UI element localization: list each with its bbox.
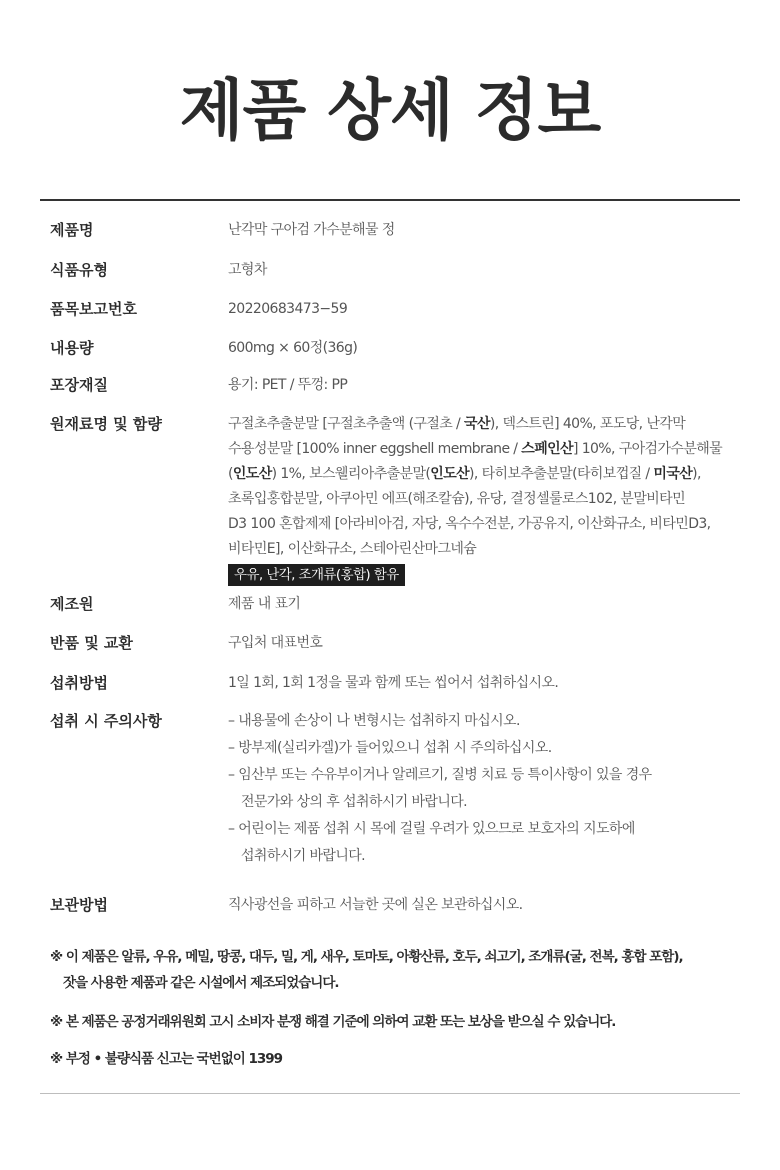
value-ingredients: [228, 412, 748, 588]
value-packaging: 용기: PET / 뚜껑: PP: [228, 377, 348, 393]
label-packaging: 포장재질: [50, 376, 108, 394]
origin-korea: 국산: [464, 416, 490, 432]
label-returns: 반품 및 교환: [50, 634, 133, 652]
value-intake-method: 1일 1회, 1회 1정을 물과 함께 또는 씹어서 섭취하십시오.: [228, 675, 559, 691]
note-allergen-facility: [50, 944, 750, 996]
caution-line: 섭취하시기 바랍니다.: [241, 848, 366, 864]
ingredients-line-2: 수용성분말 [100% inner eggshell membrane / 스페인산] 10%, 구아검가수분해물: [228, 441, 723, 457]
label-food-type: 식품유형: [50, 261, 108, 279]
caution-line: 전문가와 상의 후 섭취하시기 바랍니다.: [241, 794, 468, 810]
label-report-number: 품목보고번호: [50, 300, 137, 318]
ingredients-line-1: 구절초추출분말 [구절초추출액 (구절초 / 국산), 덱스트린] 40%, 포도당, 난각막: [228, 416, 686, 432]
value-manufacturer: 제품 내 표기: [228, 596, 301, 612]
origin-spain: 스페인산: [521, 441, 573, 457]
caution-line: – 방부제(실리카겔)가 들어있으니 섭취 시 주의하십시오.: [228, 740, 552, 756]
label-product-name: 제품명: [50, 221, 94, 239]
value-cautions: [228, 709, 748, 871]
ingredients-line-6: 비타민E], 이산화규소, 스테아린산마그네슘: [228, 541, 477, 557]
label-manufacturer: 제조원: [50, 595, 94, 613]
note-report: ※ 부정 • 불량식품 신고는 국번없이 1399: [50, 1051, 283, 1067]
origin-india-2: 인도산: [430, 466, 470, 482]
ingredients-line-4: 초록입홍합분말, 아쿠아민 에프(해조칼슘), 유당, 결정셀룰로스102, 분말비타민: [228, 491, 686, 507]
caution-line: – 내용물에 손상이 나 변형시는 섭취하지 마십시오.: [228, 713, 520, 729]
origin-usa: 미국산: [653, 466, 693, 482]
caution-line: – 어린이는 제품 섭취 시 목에 걸릴 우려가 있으므로 보호자의 지도하에: [228, 821, 635, 837]
note-allergen-line-1: ※ 이 제품은 알류, 우유, 메밀, 땅콩, 대두, 밀, 게, 새우, 토마토, 아황산류, 호두, 쇠고기, 조개류(굴, 전복, 홍합 포함),: [50, 949, 683, 965]
value-content-amount: 600mg × 60정(36g): [228, 340, 358, 356]
caution-line: – 임산부 또는 수유부이거나 알레르기, 질병 치료 등 특이사항이 있을 경우: [228, 767, 652, 783]
label-cautions: 섭취 시 주의사항: [50, 712, 162, 730]
page-title: 제품 상세 정보: [179, 72, 601, 149]
value-report-number: 20220683473−59: [228, 301, 348, 317]
allergy-badge: 우유, 난각, 조개류(홍합) 함유: [228, 564, 405, 586]
ingredients-line-5: D3 100 혼합제제 [아라비아검, 자당, 옥수수전분, 가공유지, 이산화규소, 비타민D3,: [228, 516, 711, 532]
ingredients-line-3: (인도산) 1%, 보스웰리아추출분말(인도산), 타히보추출분말(타히보껍질 / 미국산),: [228, 466, 701, 482]
label-storage: 보관방법: [50, 896, 108, 914]
value-product-name: 난각막 구아검 가수분해물 정: [228, 222, 395, 238]
label-content-amount: 내용량: [50, 339, 94, 357]
value-returns: 구입처 대표번호: [228, 635, 323, 651]
note-compensation: ※ 본 제품은 공정거래위원회 고시 소비자 분쟁 해결 기준에 의하여 교환 또는 보상을 받으실 수 있습니다.: [50, 1014, 616, 1030]
value-food-type: 고형차: [228, 262, 267, 278]
label-intake-method: 섭취방법: [50, 674, 108, 692]
label-ingredients: 원재료명 및 함량: [50, 415, 162, 433]
note-allergen-line-2: 잣을 사용한 제품과 같은 시설에서 제조되었습니다.: [63, 975, 339, 991]
origin-india: 인도산: [232, 466, 272, 482]
value-storage: 직사광선을 피하고 서늘한 곳에 실온 보관하십시오.: [228, 897, 523, 913]
bottom-divider: [40, 1093, 740, 1094]
top-divider: [40, 199, 740, 201]
